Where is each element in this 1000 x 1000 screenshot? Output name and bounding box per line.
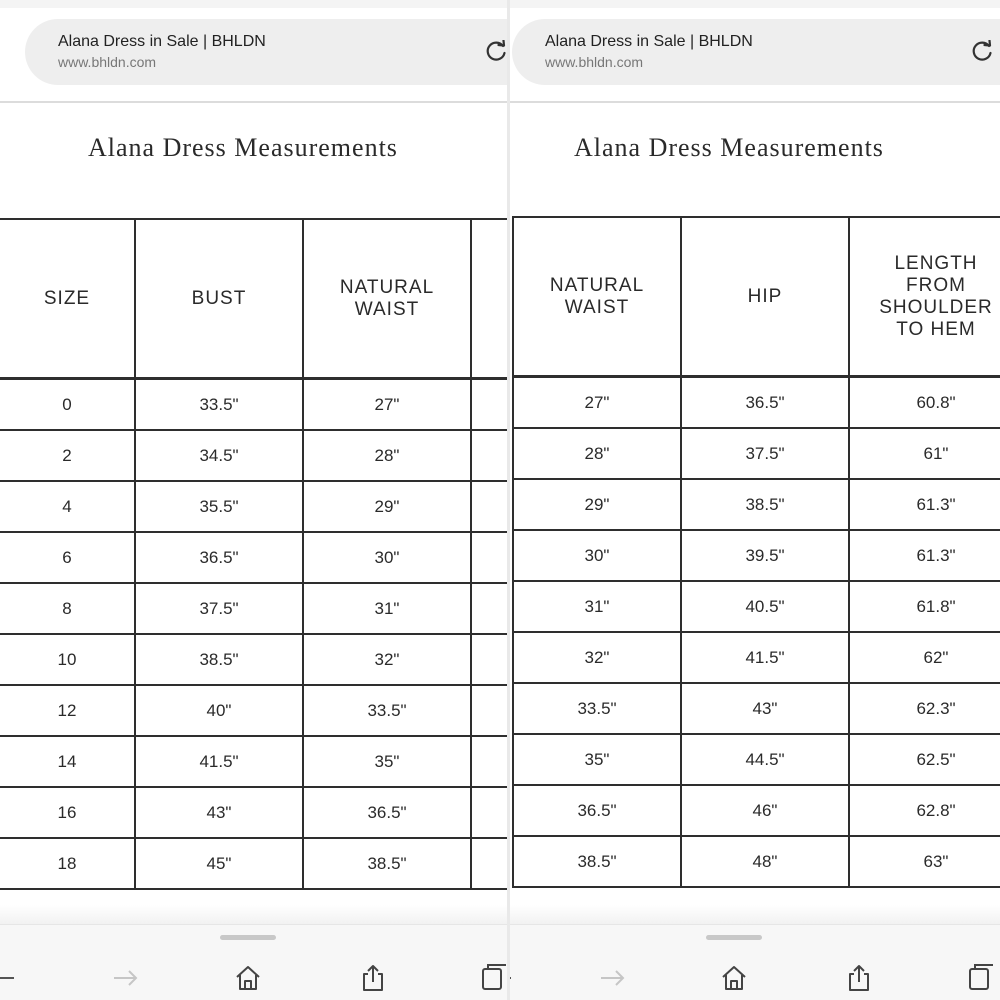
cell-bust: 41.5" (135, 736, 303, 787)
table-row (513, 581, 1000, 632)
page-domain: www.bhldn.com (58, 54, 157, 70)
measurements-table-left (0, 218, 507, 890)
table-row (0, 685, 507, 736)
home-icon[interactable] (719, 963, 749, 993)
cell-length: 60.8" (849, 377, 1000, 429)
cell-cutoff (471, 787, 507, 838)
table-row (0, 634, 507, 685)
browser-toolbar (510, 924, 1000, 1000)
cell-bust: 34.5" (135, 430, 303, 481)
cell-length: 63" (849, 836, 1000, 887)
column-header-natural-waist-label: NATURAL WAIST (339, 276, 435, 320)
page-title: Alana Dress Measurements (88, 133, 398, 162)
cell-hip: 36.5" (681, 377, 849, 429)
cell-hip: 43" (681, 683, 849, 734)
reload-icon[interactable] (485, 40, 507, 62)
cell-natural-waist: 27" (513, 377, 681, 429)
table-row (513, 683, 1000, 734)
column-header-length (849, 217, 1000, 377)
cell-bust: 38.5" (135, 634, 303, 685)
forward-arrow-icon[interactable] (597, 963, 627, 993)
home-indicator (706, 935, 762, 940)
cell-size: 4 (0, 481, 135, 532)
table-header-row (513, 217, 1000, 377)
table-row (513, 836, 1000, 887)
cell-natural-waist: 38.5" (303, 838, 471, 889)
table-row (0, 583, 507, 634)
table-row (0, 838, 507, 889)
column-header-hip: HIP (681, 217, 849, 377)
back-arrow-icon[interactable] (0, 963, 18, 993)
cell-length: 61.8" (849, 581, 1000, 632)
table-row (513, 734, 1000, 785)
home-icon[interactable] (233, 963, 263, 993)
page-domain: www.bhldn.com (545, 54, 644, 70)
cell-cutoff (471, 583, 507, 634)
cell-cutoff (471, 634, 507, 685)
cell-natural-waist: 27" (303, 379, 471, 431)
cell-length: 62" (849, 632, 1000, 683)
cell-cutoff (471, 379, 507, 431)
table-row (0, 787, 507, 838)
cell-size: 16 (0, 787, 135, 838)
content-fade (0, 905, 507, 925)
cell-hip: 37.5" (681, 428, 849, 479)
cell-size: 0 (0, 379, 135, 431)
cell-hip: 41.5" (681, 632, 849, 683)
cell-bust: 33.5" (135, 379, 303, 431)
column-header-bust: BUST (135, 219, 303, 379)
address-bar[interactable] (25, 19, 507, 85)
page-title: Alana Dress Measurements (574, 133, 884, 162)
table-row (513, 530, 1000, 581)
cell-hip: 44.5" (681, 734, 849, 785)
cell-hip: 46" (681, 785, 849, 836)
column-header-natural-waist (513, 217, 681, 377)
header-divider (0, 101, 507, 103)
right-screenshot-panel (510, 0, 1000, 1000)
cell-length: 61.3" (849, 530, 1000, 581)
table-row (513, 428, 1000, 479)
measurements-table-right (512, 216, 1000, 888)
cell-size: 18 (0, 838, 135, 889)
cell-natural-waist: 28" (513, 428, 681, 479)
table-row (0, 379, 507, 431)
cell-bust: 37.5" (135, 583, 303, 634)
content-fade (510, 905, 1000, 925)
cell-cutoff (471, 481, 507, 532)
cell-length: 62.8" (849, 785, 1000, 836)
table-header-row (0, 219, 507, 379)
table-row (0, 532, 507, 583)
cell-hip: 39.5" (681, 530, 849, 581)
address-bar[interactable] (512, 19, 1000, 85)
cell-natural-waist: 28" (303, 430, 471, 481)
cell-cutoff (471, 685, 507, 736)
cell-natural-waist: 30" (303, 532, 471, 583)
cell-natural-waist: 33.5" (513, 683, 681, 734)
home-indicator (220, 935, 276, 940)
cell-natural-waist: 36.5" (513, 785, 681, 836)
cell-bust: 43" (135, 787, 303, 838)
table-row (513, 632, 1000, 683)
cell-natural-waist: 35" (513, 734, 681, 785)
column-header-natural-waist (303, 219, 471, 379)
cell-size: 8 (0, 583, 135, 634)
cell-natural-waist: 29" (513, 479, 681, 530)
column-header-natural-waist-label: NATURAL WAIST (549, 274, 645, 318)
cell-natural-waist: 36.5" (303, 787, 471, 838)
table-row (0, 736, 507, 787)
cell-hip: 48" (681, 836, 849, 887)
cell-cutoff (471, 736, 507, 787)
cell-natural-waist: 31" (303, 583, 471, 634)
cell-natural-waist: 32" (513, 632, 681, 683)
table-row (0, 430, 507, 481)
share-icon[interactable] (844, 963, 874, 993)
cell-natural-waist: 31" (513, 581, 681, 632)
cell-length: 62.5" (849, 734, 1000, 785)
cell-hip: 40.5" (681, 581, 849, 632)
cell-size: 10 (0, 634, 135, 685)
cell-cutoff (471, 838, 507, 889)
cell-bust: 45" (135, 838, 303, 889)
table-row (0, 481, 507, 532)
status-bar (510, 0, 1000, 8)
cell-cutoff (471, 532, 507, 583)
header-divider (510, 101, 1000, 103)
cell-natural-waist: 33.5" (303, 685, 471, 736)
cell-natural-waist: 38.5" (513, 836, 681, 887)
back-arrow-icon[interactable] (510, 963, 515, 993)
cell-length: 61" (849, 428, 1000, 479)
table-row (513, 377, 1000, 429)
cell-size: 12 (0, 685, 135, 736)
reload-icon[interactable] (971, 40, 993, 62)
cell-natural-waist: 29" (303, 481, 471, 532)
tabs-icon[interactable] (965, 963, 995, 993)
cell-size: 2 (0, 430, 135, 481)
table-row (513, 479, 1000, 530)
browser-toolbar (0, 924, 507, 1000)
cell-length: 61.3" (849, 479, 1000, 530)
tabs-icon[interactable] (478, 963, 507, 993)
share-icon[interactable] (358, 963, 388, 993)
cell-natural-waist: 35" (303, 736, 471, 787)
page-tab-title: Alana Dress in Sale | BHLDN (545, 33, 753, 50)
cell-size: 6 (0, 532, 135, 583)
forward-arrow-icon[interactable] (110, 963, 140, 993)
cell-natural-waist: 30" (513, 530, 681, 581)
cell-natural-waist: 32" (303, 634, 471, 685)
table-row (513, 785, 1000, 836)
status-bar (0, 0, 507, 8)
cell-length: 62.3" (849, 683, 1000, 734)
cell-hip: 38.5" (681, 479, 849, 530)
cell-bust: 35.5" (135, 481, 303, 532)
cell-bust: 36.5" (135, 532, 303, 583)
column-header-cutoff (471, 219, 507, 379)
column-header-length-label: LENGTH FROM SHOULDER TO HEM (879, 252, 993, 340)
cell-bust: 40" (135, 685, 303, 736)
column-header-size: SIZE (0, 219, 135, 379)
cell-cutoff (471, 430, 507, 481)
page-tab-title: Alana Dress in Sale | BHLDN (58, 33, 266, 50)
cell-size: 14 (0, 736, 135, 787)
